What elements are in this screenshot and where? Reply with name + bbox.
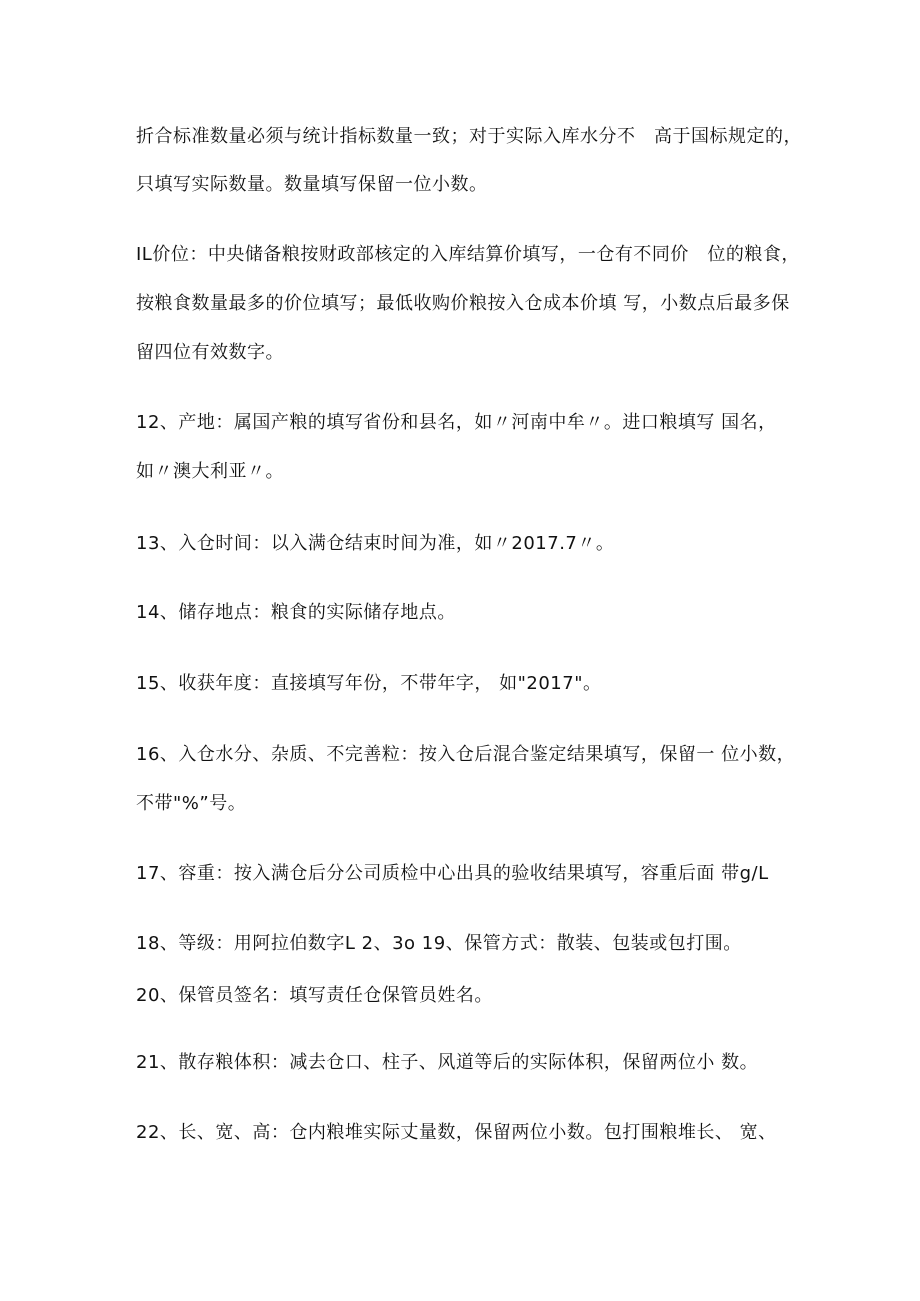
text-line: 不带"%”号。	[136, 793, 247, 814]
text-line: 折合标准数量必须与统计指标数量一致；对于实际入库水分不 高于国标规定的，	[136, 126, 802, 147]
text-line: 15、收获年度：直接填写年份，不带年字， 如"2017"。	[136, 673, 602, 694]
text-line: 18、等级：用阿拉伯数字L 2、3o 19、保管方式：散装、包装或包打围。	[136, 933, 742, 954]
text-line: 如〃澳大利亚〃。	[136, 461, 284, 482]
text-line: 按粮食数量最多的价位填写；最低收购价粮按入仓成本价填 写，小数点后最多保	[136, 293, 790, 314]
text-line: IL价位：中央储备粮按财政部核定的入库结算价填写，一仓有不同价 位的粮食，	[136, 244, 800, 265]
text-line: 12、产地：属国产粮的填写省份和县名，如〃河南中牟〃。进口粮填写 国名，	[136, 412, 777, 433]
text-line: 留四位有效数字。	[136, 342, 284, 363]
text-line: 20、保管员签名：填写责任仓保管员姓名。	[136, 985, 493, 1006]
text-line: 22、长、宽、高：仓内粮堆实际丈量数，保留两位小数。包打围粮堆长、 宽、	[136, 1122, 777, 1143]
text-line: 只填写实际数量。数量填写保留一位小数。	[136, 174, 488, 195]
text-line: 16、入仓水分、杂质、不完善粒：按入仓后混合鉴定结果填写，保留一 位小数，	[136, 744, 796, 765]
text-line: 17、容重：按入满仓后分公司质检中心出具的验收结果填写，容重后面 带g/L	[136, 863, 769, 884]
text-line: 14、储存地点：粮食的实际储存地点。	[136, 602, 456, 623]
text-line: 21、散存粮体积：减去仓口、柱子、风道等后的实际体积，保留两位小 数。	[136, 1052, 759, 1073]
text-line: 13、入仓时间：以入满仓结束时间为准，如〃2017.7〃。	[136, 533, 615, 554]
